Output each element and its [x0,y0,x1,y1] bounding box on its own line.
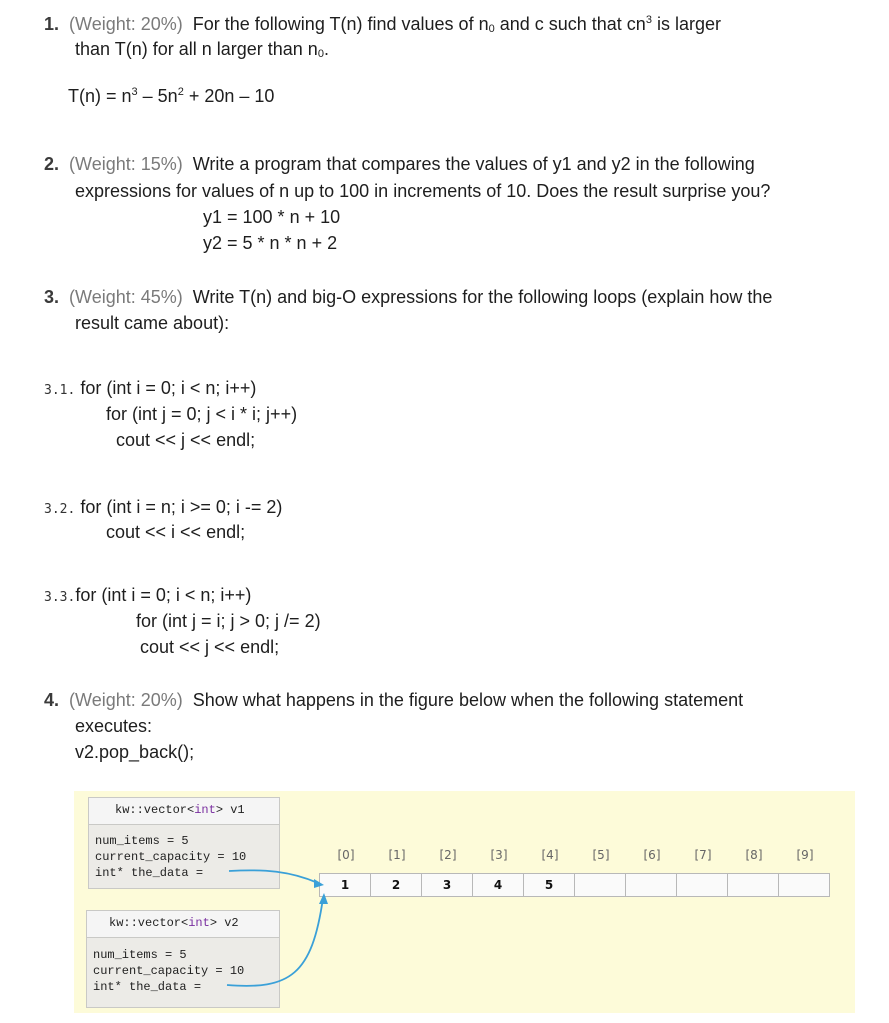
q3-1-label: 3.1. [44,383,76,398]
array-index-label: [4] [541,848,559,862]
q3-2-label: 3.2. [44,502,76,517]
v1-title-kw: int [194,803,216,817]
array-index-label: [0] [337,848,355,862]
v2-title-kw: int [188,916,210,930]
q1-number: 1. [44,14,60,34]
q2-y2: y2 = 5 * n * n + 2 [203,233,338,253]
v2-num-items: num_items = 5 [93,948,187,962]
v2-title-a: kw::vector< [109,916,189,930]
v1-title-b: > v1 [215,803,245,817]
q3-2-code2: cout << i << endl; [106,522,246,542]
q1-eq-b: – 5n [137,86,178,106]
array-cell: 5 [523,873,575,897]
array-index-label: [9] [796,848,814,862]
q3-3-code2: for (int j = i; j > 0; j /= 2) [136,611,321,631]
q4-line2: executes: [75,716,153,736]
v1-data-ptr: int* the_data = [95,866,204,880]
array-cell: 1 [319,873,371,897]
array-index-label: [7] [694,848,712,862]
v2-pointer-arrow [227,898,323,986]
array-cell: 3 [421,873,473,897]
q1-text-c: is larger [651,14,721,34]
q1-line2-sub: 0 [317,48,324,60]
q1-line2-text: than T(n) for all n larger than n [75,39,318,59]
v1-pointer-arrow [229,870,318,883]
array-index-label: [6] [643,848,661,862]
q3-line2: result came about): [75,313,230,333]
v1-capacity: current_capacity = 10 [95,850,247,864]
q1-eq-c: + 20n – 10 [183,86,275,106]
v2-capacity: current_capacity = 10 [93,964,245,978]
array-cell: 4 [472,873,524,897]
q3-weight: (Weight: 45%) [69,287,183,307]
q1-weight: (Weight: 20%) [69,14,183,34]
q2-text: Write a program that compares the values of y1 and y2 in the following [192,154,755,174]
q2-weight: (Weight: 15%) [69,154,183,174]
q4-text: Show what happens in the figure below when the following statement [192,690,744,710]
q1-line2-end: . [323,39,329,59]
v2-data-ptr: int* the_data = [93,980,202,994]
q3-text: Write T(n) and big-O expressions for the following loops (explain how the [192,287,773,307]
q3-2-code1: for (int i = n; i >= 0; i -= 2) [80,497,283,517]
array-index-label: [3] [490,848,508,862]
v1-title-a: kw::vector< [115,803,195,817]
q1-eq-a: T(n) = n [68,86,132,106]
q1-eq-p2: 2 [177,86,184,98]
v1-num-items: num_items = 5 [95,834,189,848]
q3-1-code1: for (int i = 0; i < n; i++) [80,378,257,398]
q3-number: 3. [44,287,60,307]
q3-1-code2: for (int j = 0; j < i * i; j++) [106,404,298,424]
q2-y1: y1 = 100 * n + 10 [203,207,341,227]
q1-text-a: For the following T(n) find values of n [192,14,489,34]
q2-line2: expressions for values of n up to 100 in increments of 10. Does the result surprise you? [75,181,771,201]
q2-number: 2. [44,154,60,174]
q1-n0-sub: 0 [488,23,495,35]
q3-3-label: 3.3. [44,590,76,605]
q1-eq-p1: 3 [131,86,138,98]
array-index-label: [8] [745,848,763,862]
q1-text-b: and c such that cn [494,14,646,34]
q3-1-code3: cout << j << endl; [116,430,256,450]
v2-title-b: > v2 [209,916,239,930]
v2-arrowhead [319,893,328,904]
q4-code: v2.pop_back(); [75,742,195,762]
array-index-label: [5] [592,848,610,862]
v1-arrowhead [314,879,324,888]
q4-number: 4. [44,690,60,710]
array-index-label: [1] [388,848,406,862]
q3-3-code3: cout << j << endl; [140,637,280,657]
q1-cube: 3 [645,14,652,26]
q3-3-code1: for (int i = 0; i < n; i++) [75,585,252,605]
array-cell: 2 [370,873,422,897]
array-index-label: [2] [439,848,457,862]
q4-weight: (Weight: 20%) [69,690,183,710]
